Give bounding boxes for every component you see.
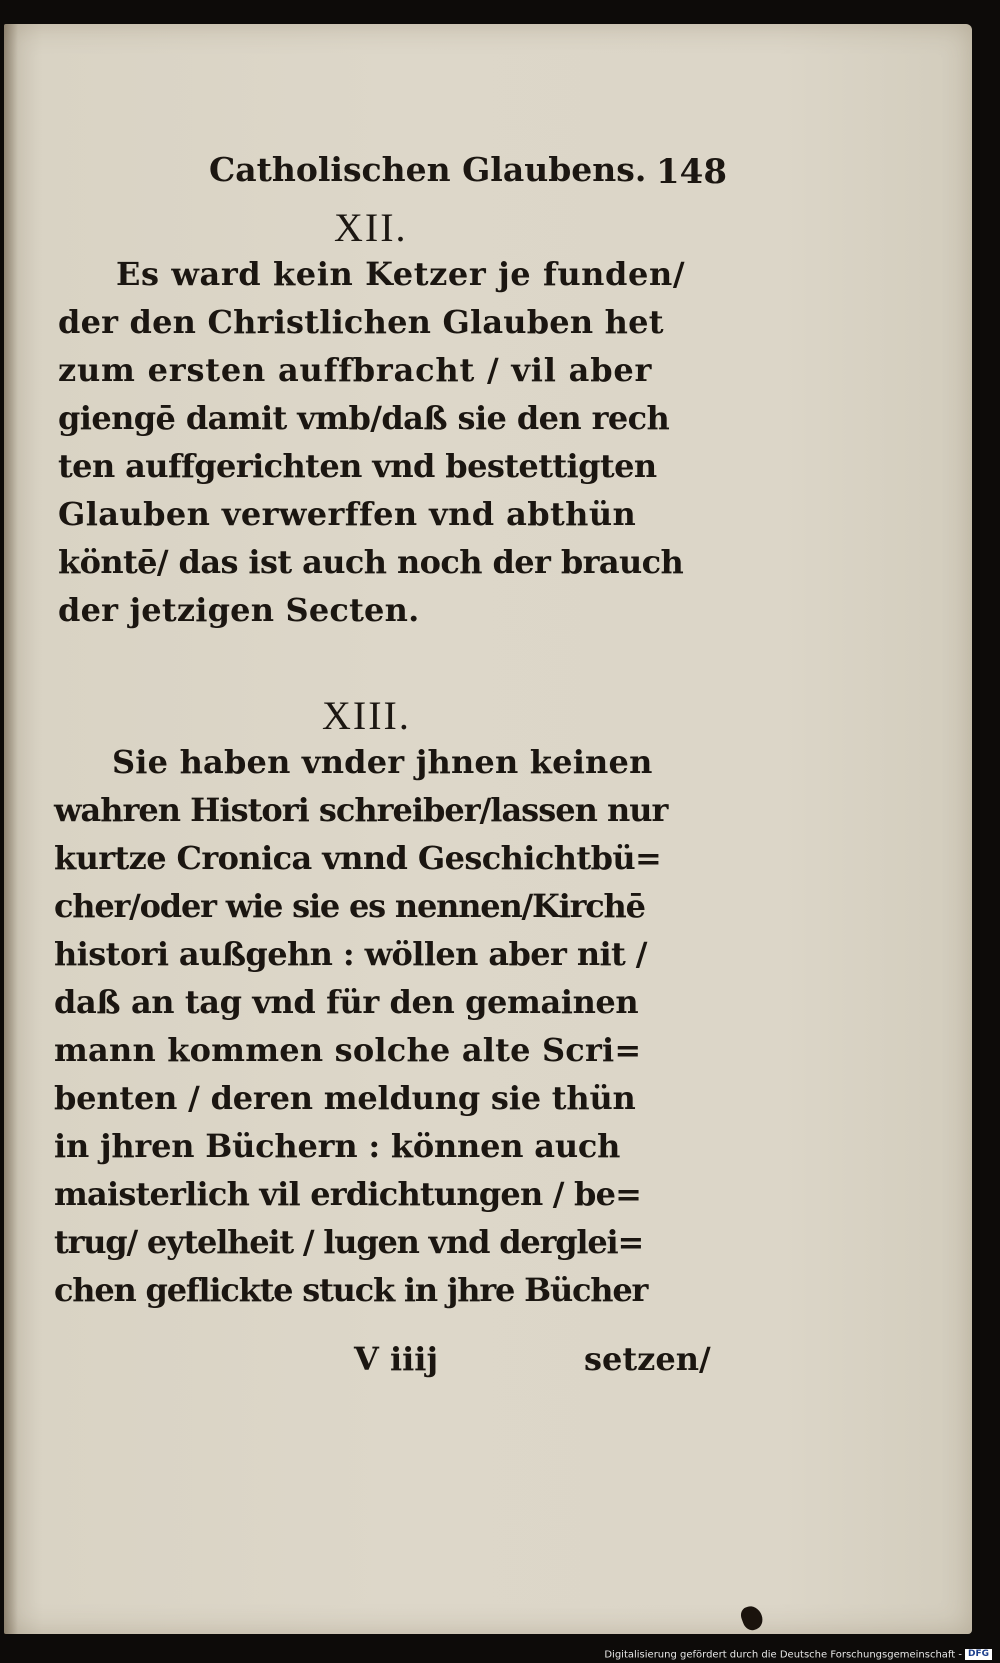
text-line: wahren Histori schreiber/lassen nur (54, 791, 668, 829)
book-page (4, 24, 972, 1634)
text-line: Glauben verwerffen vnd abthün (58, 495, 637, 533)
text-line: der jetzigen Secten. (58, 591, 420, 629)
text-line: mann kommen solche alte Scri= (54, 1031, 642, 1069)
text-line: histori außgehn : wöllen aber nit / (54, 935, 647, 973)
text-line: zum ersten auffbracht / vil aber (58, 351, 653, 389)
section-number-xii: XII. (334, 205, 408, 250)
catchword: setzen/ (584, 1340, 711, 1378)
digitization-credit (604, 1649, 992, 1661)
text-line: der den Christlichen Glauben het (58, 303, 664, 341)
ink-blot (738, 1603, 765, 1632)
text-line: Es ward kein Ketzer je funden/ (116, 255, 686, 293)
page-number: 148 (656, 152, 727, 192)
text-line: Sie haben vnder jhnen keinen (112, 743, 653, 781)
signature-mark: V iiij (354, 1340, 439, 1378)
text-line: daß an tag vnd für den gemainen (54, 983, 639, 1021)
section-number-xiii: XIII. (322, 693, 411, 738)
text-line: benten / deren meldung sie thün (54, 1079, 636, 1117)
text-line: giengē damit vmb/daß sie den rech (58, 399, 670, 437)
text-line: kurtze Cronica vnnd Geschichtbü= (54, 839, 662, 877)
dfg-logo: DFG (965, 1649, 992, 1660)
text-line: köntē/ das ist auch noch der brauch (58, 543, 684, 581)
text-line: cher/oder wie sie es nennen/Kirchē (54, 887, 645, 925)
running-head: Catholischen Glaubens. (209, 150, 647, 189)
text-line: trug/ eytelheit / lugen vnd derglei= (54, 1223, 644, 1261)
gutter-shadow (4, 24, 18, 1634)
text-line: maisterlich vil erdichtungen / be= (54, 1175, 642, 1213)
text-line: in jhren Büchern : können auch (54, 1127, 621, 1165)
text-line: chen geflickte stuck in jhre Bücher (54, 1271, 648, 1309)
credit-text: Digitalisierung gefördert durch die Deutsche Forschungsgemeinschaft - (604, 1649, 962, 1660)
text-line: ten auffgerichten vnd bestettigten (58, 447, 657, 485)
